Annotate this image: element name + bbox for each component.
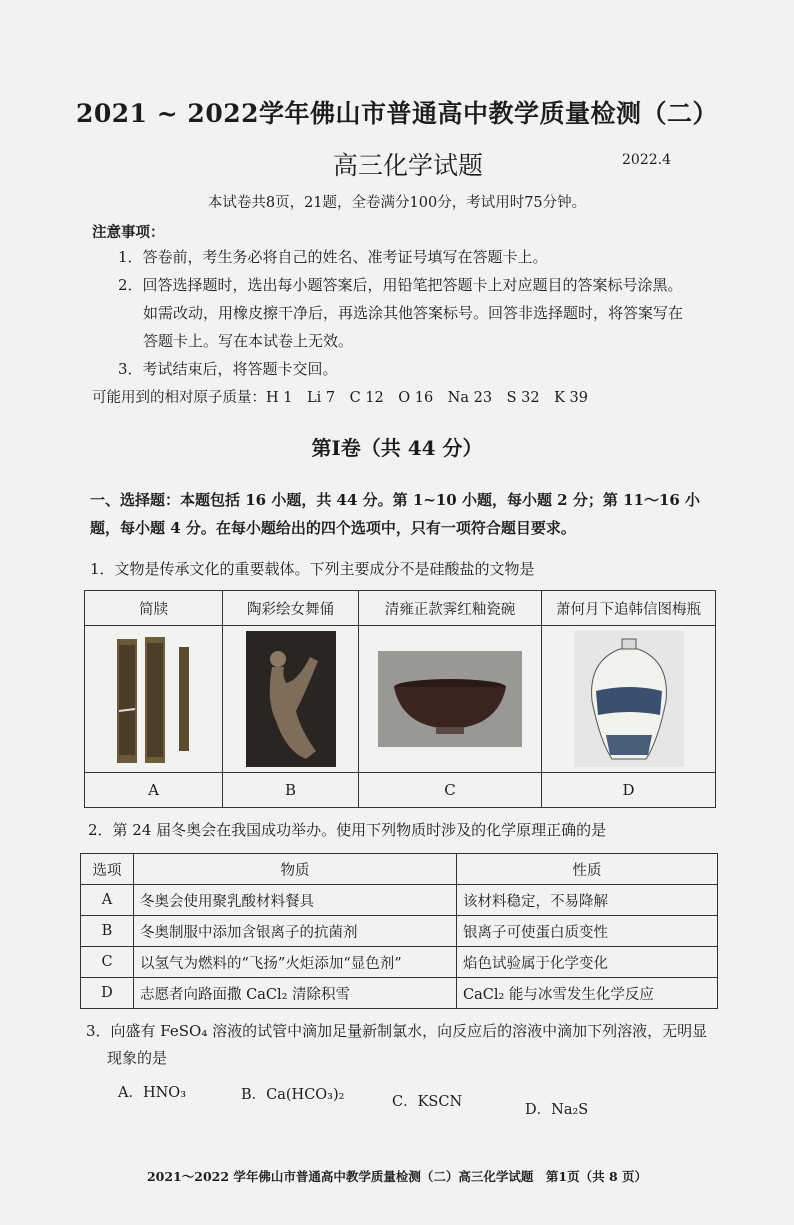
table-row — [81, 885, 718, 916]
question-2-table — [80, 853, 718, 1009]
question-3-stem-cont: 现象的是 — [107, 1049, 168, 1067]
table-cell: C — [81, 947, 134, 978]
table-header-cell: 清雍正款霁红釉瓷碗 — [359, 591, 542, 626]
table-header-cell: 性质 — [457, 854, 718, 885]
exam-info: 本试卷共8页，21题，全卷满分100分，考试用时75分钟。 — [207, 195, 587, 211]
table-cell: 冬奥会使用聚乳酸材料餐具 — [134, 885, 457, 916]
table-cell: 焰色试验属于化学变化 — [457, 947, 718, 978]
question-1-stem: 1．文物是传承文化的重要载体。下列主要成分不是硅酸盐的文物是 — [90, 560, 535, 578]
option-label: A — [85, 773, 223, 808]
option-label: D — [542, 773, 716, 808]
table-row — [81, 947, 718, 978]
table-header-cell: 物质 — [134, 854, 457, 885]
question-2-stem: 2．第 24 届冬奥会在我国成功举办。使用下列物质时涉及的化学原理正确的是 — [88, 821, 607, 839]
table-cell: A — [81, 885, 134, 916]
table-header-cell: 陶彩绘女舞俑 — [223, 591, 359, 626]
question-3-stem: 3．向盛有 FeSO₄ 溶液的试管中滴加足量新制氯水，向反应后的溶液中滴加下列溶液，无明显 — [86, 1022, 708, 1040]
table-cell: B — [81, 916, 134, 947]
option-label: C — [359, 773, 542, 808]
bamboo-slips-image — [85, 626, 223, 773]
section-instruction: 一、选择题：本题包括 16 小题，共 44 分。第 1~10 小题，每小题 2 分；第 11～16 小题，每小题 4 分。在每小题给出的四个选项中，只有一项符合题目要求。 — [90, 491, 701, 537]
table-cell: 以氢气为燃料的“飞扬”火炬添加“显色剂” — [134, 947, 457, 978]
option-label: B — [223, 773, 359, 808]
table-cell: 银离子可使蛋白质变性 — [457, 916, 718, 947]
table-header-cell: 简牍 — [85, 591, 223, 626]
page-footer: 2021～2022 学年佛山市普通高中教学质量检测（二）高三化学试题 第1页（共 8 页） — [146, 1169, 648, 1184]
table-cell: 志愿者向路面撒 CaCl₂ 清除积雪 — [134, 978, 457, 1009]
exam-date: 2022.4 — [622, 152, 671, 168]
note-item: 3．考试结束后，将答题卡交回。 — [118, 360, 338, 378]
notes-heading: 注意事项： — [92, 224, 165, 241]
note-item: 答题卡上。写在本试卷上无效。 — [143, 332, 354, 350]
question-3-option-d: D．Na₂S — [525, 1102, 589, 1118]
exam-subtitle: 高三化学试题 — [333, 151, 484, 180]
table-cell: CaCl₂ 能与冰雪发生化学反应 — [457, 978, 718, 1009]
atomic-mass-line: 可能用到的相对原子质量：H 1 Li 7 C 12 O 16 Na 23 S 32 K 39 — [92, 390, 588, 406]
section-heading: 第Ⅰ卷（共 44 分） — [311, 436, 483, 460]
table-header-cell: 萧何月下追韩信图梅瓶 — [542, 591, 716, 626]
dancer-figurine-image — [223, 626, 359, 773]
table-row — [81, 978, 718, 1009]
note-item: 1．答卷前，考生务必将自己的姓名、准考证号填写在答题卡上。 — [118, 248, 548, 266]
table-cell: D — [81, 978, 134, 1009]
red-glazed-bowl-image — [359, 626, 542, 773]
table-row — [81, 916, 718, 947]
table-cell: 冬奥制服中添加含银离子的抗菌剂 — [134, 916, 457, 947]
question-1-table — [84, 590, 716, 808]
question-3-option-b: B．Ca(HCO₃)₂ — [241, 1087, 345, 1103]
table-header-cell: 选项 — [81, 854, 134, 885]
meiping-vase-image — [542, 626, 716, 773]
exam-title: 2021 ~ 2022学年佛山市普通高中教学质量检测（二） — [75, 99, 719, 128]
question-3-option-c: C．KSCN — [392, 1094, 463, 1110]
table-cell: 该材料稳定，不易降解 — [457, 885, 718, 916]
note-item: 2．回答选择题时，选出每小题答案后，用铅笔把答题卡上对应题目的答案标号涂黑。 — [118, 276, 683, 294]
question-3-option-a: A．HNO₃ — [118, 1085, 187, 1101]
note-item: 如需改动，用橡皮擦干净后，再选涂其他答案标号。回答非选择题时，将答案写在 — [143, 304, 684, 322]
